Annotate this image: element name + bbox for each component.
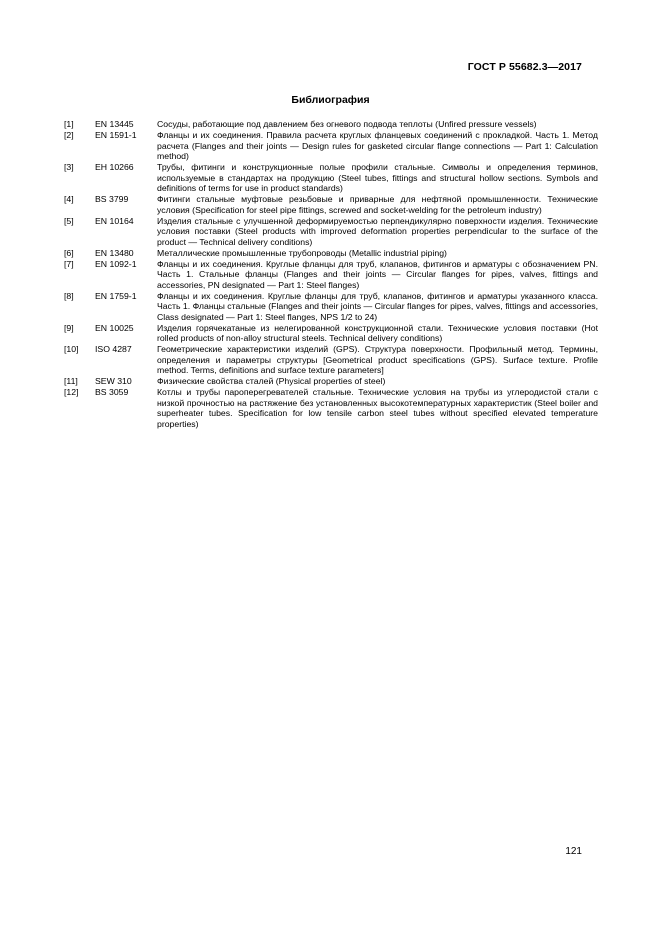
bibliography-entry: [64, 259, 598, 291]
entry-title: Фитинги стальные муфтовые резьбовые и приварные для нефтяной промышленности. Технические условия (Specification for steel pipe fittings, screwed and socket-welding for the petroleum industry): [157, 194, 598, 215]
bibliography-entry: [64, 376, 598, 387]
entry-number: [4]: [64, 194, 74, 204]
entry-title: Изделия стальные с улучшенной деформируемостью перпендикулярно поверхности изделия. Технические условия поставки (Steel products with improved deformation properties perpendicular to the surface of the product — Technical delivery conditions): [157, 215, 598, 247]
entry-standard-code: EN 13480: [95, 247, 134, 258]
entry-number: [3]: [64, 162, 74, 172]
entry-title: Изделия горячекатаные из нелегированной конструкционной стали. Технические условия поставки (Hot rolled products of non-alloy structural steels. Technical delivery conditions): [157, 322, 598, 343]
entry-standard-code: BS 3799: [95, 194, 129, 204]
entry-number: [7]: [64, 258, 74, 269]
entry-standard-code: EN 1759-1: [95, 290, 137, 301]
entry-number: [2]: [64, 130, 74, 140]
entry-standard-code: ISO 4287: [95, 344, 132, 354]
page-number: 121: [565, 846, 582, 857]
entry-standard-code: EN 13445: [95, 119, 134, 129]
entry-title: Котлы и трубы пароперегревателей стальные. Технические условия на трубы из углеродистой стали с низкой прочностью на растяжение без установленных высокотемпературных характеристик (Steel boiler and superheater tubes. Specification for low tensile carbon steel tubes without specified elevated temperature properties): [157, 387, 598, 429]
bibliography-entry: [64, 291, 598, 323]
entry-title: Металлические промышленные трубопроводы (Metallic industrial piping): [157, 247, 447, 258]
entry-number: [8]: [64, 290, 74, 301]
bibliography-entry: [64, 119, 598, 130]
bibliography-entry: [64, 344, 598, 376]
entry-number: [11]: [64, 376, 78, 386]
entry-standard-code: EN 1591-1: [95, 130, 137, 140]
page-title: Библиография: [291, 94, 370, 106]
bibliography-entry: [64, 194, 598, 215]
bibliography-entry: [64, 130, 598, 162]
entry-number: [6]: [64, 247, 74, 258]
bibliography-entry: [64, 162, 598, 194]
entry-standard-code: EN 1092-1: [95, 258, 137, 269]
entry-standard-code: BS 3059: [95, 387, 129, 397]
bibliography-list: [64, 119, 598, 429]
entry-standard-code: EN 10164: [95, 215, 134, 226]
entry-number: [9]: [64, 322, 74, 333]
entry-title: Сосуды, работающие под давлением без огневого подвода теплоты (Unfired pressure vessels): [157, 119, 537, 129]
entry-number: [5]: [64, 215, 74, 226]
entry-title: Фланцы и их соединения. Круглые фланцы для труб, клапанов, фитингов и арматуры указанного класса. Часть 1. Фланцы стальные (Flanges and their joints — Circular flanges for pipes, valves, fittings and accessories, Class designated — Part 1: Steel flanges, NPS 1/2 to 24): [157, 290, 598, 322]
bibliography-entry: [64, 387, 598, 429]
entry-title: Фланцы и их соединения. Круглые фланцы для труб, клапанов, фитингов и арматуры с обозначением PN. Часть 1. Стальные фланцы (Flanges and their joints — Circular flanges for pipes, valves, fittings and accessories, PN designated — Part 1: Steel flanges): [157, 258, 598, 290]
entry-standard-code: EN 10025: [95, 322, 134, 333]
bibliography-entry: [64, 323, 598, 344]
bibliography-entry: [64, 216, 598, 248]
entry-number: [12]: [64, 387, 79, 397]
entry-number: [10]: [64, 344, 79, 354]
entry-number: [1]: [64, 119, 74, 129]
bibliography-entry: [64, 248, 598, 259]
entry-title: Геометрические характеристики изделий (GPS). Структура поверхности. Профильный метод. Термины, определения и параметры структуры [Geometrical product specifications (GPS). Surface texture. Profile method. Terms, definitions and surface texture parameters]: [157, 344, 598, 375]
entry-title: Трубы, фитинги и конструкционные полые профили стальные. Символы и определения терминов, используемые в стандартах на продукцию (Steel tubes, fittings and structural hollow sections. Symbols and definitions of terms for use in product standards): [157, 162, 598, 193]
entry-title: Фланцы и их соединения. Правила расчета круглых фланцевых соединений с прокладкой. Часть 1. Метод расчета (Flanges and their joints — Design rules for gasketed circular flange connections — Part 1: Calculation method): [157, 130, 598, 161]
entry-title: Физические свойства сталей (Physical properties of steel): [157, 376, 386, 386]
entry-standard-code: EH 10266: [95, 162, 134, 172]
document-designation: ГОСТ Р 55682.3—2017: [467, 61, 582, 73]
entry-standard-code: SEW 310: [95, 376, 132, 386]
